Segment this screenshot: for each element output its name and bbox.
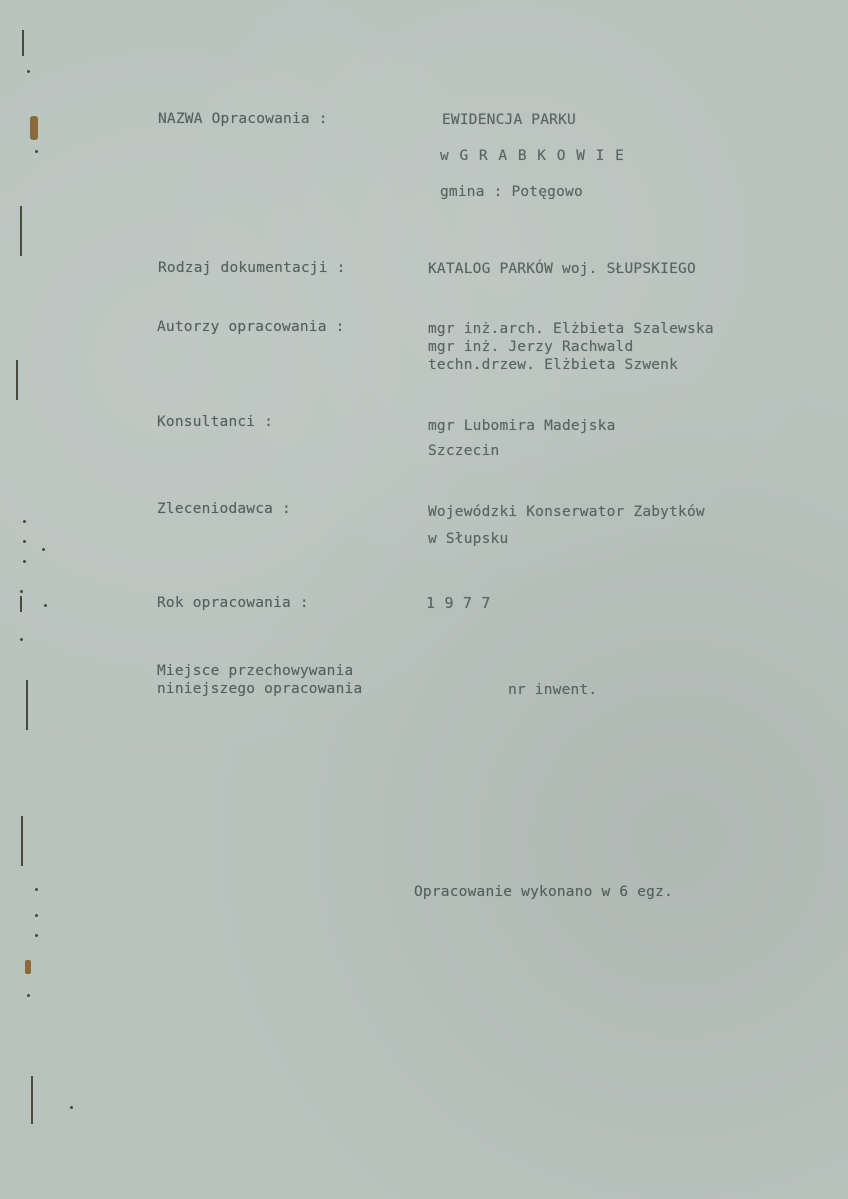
field-value-nazwa-line1: EWIDENCJA PARKU <box>442 112 576 128</box>
binding-mark <box>20 206 22 256</box>
staple-mark <box>25 960 31 974</box>
binding-mark <box>23 520 26 523</box>
binding-mark <box>26 680 28 730</box>
field-value-autorzy-line2: mgr inż. Jerzy Rachwald <box>428 339 634 355</box>
binding-mark <box>23 560 26 563</box>
binding-mark <box>20 590 23 593</box>
field-label-miejsce-line1: Miejsce przechowywania <box>157 663 354 679</box>
field-value-nazwa-line3: gmina : Potęgowo <box>440 184 583 200</box>
field-label-zleceniodawca: Zleceniodawca : <box>157 501 291 517</box>
field-value-zleceniodawca-line1: Wojewódzki Konserwator Zabytków <box>428 504 705 520</box>
staple-mark <box>30 116 38 140</box>
field-label-konsultanci: Konsultanci : <box>157 414 274 430</box>
binding-mark <box>35 150 38 153</box>
field-label-autorzy: Autorzy opracowania : <box>157 319 345 335</box>
field-value-zleceniodawca-line2: w Słupsku <box>428 531 509 547</box>
binding-mark <box>35 914 38 917</box>
binding-mark <box>16 360 18 400</box>
binding-mark <box>42 548 45 551</box>
field-label-nazwa: NAZWA Opracowania : <box>158 111 328 127</box>
field-value-konsultanci-line1: mgr Lubomira Madejska <box>428 418 616 434</box>
binding-mark <box>23 540 26 543</box>
field-label-miejsce-line2: niniejszego opracowania <box>157 681 363 697</box>
field-value-rodzaj: KATALOG PARKÓW woj. SŁUPSKIEGO <box>428 261 696 277</box>
field-value-autorzy-line1: mgr inż.arch. Elżbieta Szalewska <box>428 321 714 337</box>
field-value-nazwa-line2: w G R A B K O W I E <box>440 148 625 164</box>
binding-mark <box>20 638 23 641</box>
binding-mark <box>70 1106 73 1109</box>
binding-mark <box>31 1076 33 1124</box>
binding-mark <box>22 30 24 56</box>
field-value-autorzy-line3: techn.drzew. Elżbieta Szwenk <box>428 357 679 373</box>
field-value-rok: 1 9 7 7 <box>426 594 491 612</box>
field-value-konsultanci-line2: Szczecin <box>428 443 500 459</box>
binding-mark <box>35 888 38 891</box>
field-label-rodzaj: Rodzaj dokumentacji : <box>158 260 346 276</box>
copies-note: Opracowanie wykonano w 6 egz. <box>414 884 673 900</box>
field-value-miejsce: nr inwent. <box>508 682 598 698</box>
binding-mark <box>20 596 22 612</box>
field-label-rok: Rok opracowania : <box>157 595 309 611</box>
binding-mark <box>27 994 30 997</box>
binding-mark <box>44 604 47 607</box>
binding-mark <box>21 816 23 866</box>
binding-mark <box>35 934 38 937</box>
binding-mark <box>27 70 30 73</box>
